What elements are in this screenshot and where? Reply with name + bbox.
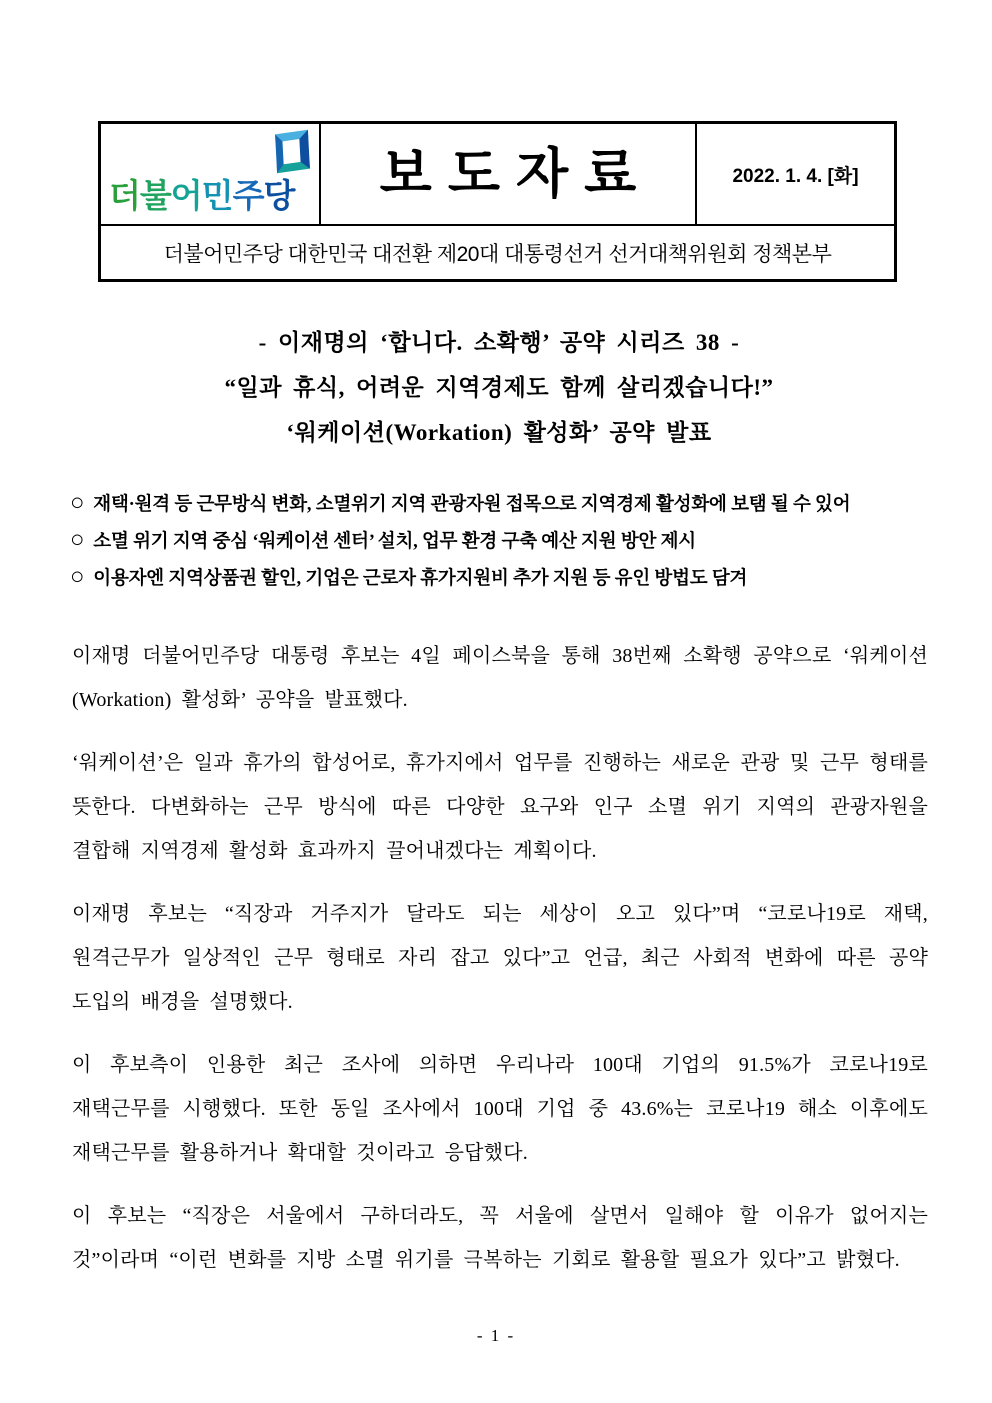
summary-bullet-text: 이용자엔 지역상품권 할인, 기업은 근로자 휴가지원비 추가 지원 등 유인 방법도 담겨 <box>93 569 748 589</box>
body-paragraph: ‘워케이션’은 일과 휴가의 합성어로, 휴가지에서 업무를 진행하는 새로운 관광 및 근무 형태를 뜻한다. 다변화하는 근무 방식에 따른 다양한 요구와 인구 소멸 위기 지역의 관광자원을 결합해 지역경제 활성화 효과까지 끌어내겠다는 계획이다. <box>72 752 928 862</box>
logo-char: 불 <box>139 177 171 214</box>
summary-bullet-text: 재택·원격 등 근무방식 변화, 소멸위기 지역 관광자원 접목으로 지역경제 활성화에 보탬 될 수 있어 <box>93 495 851 515</box>
headline-line-1: - 이재명의 ‘합니다. 소확행’ 공약 시리즈 38 - <box>258 330 740 355</box>
summary-bullet-item <box>70 523 932 560</box>
headline-line-2: “일과 휴식, 어려운 지역경제도 함께 살리겠습니다!” <box>224 375 774 400</box>
summary-bullet-text: 소멸 위기 지역 중심 ‘워케이션 센터’ 설치, 업무 환경 구축 예산 지원 방안 제시 <box>93 532 696 552</box>
body-paragraph: 이 후보는 “직장은 서울에서 구하더라도, 꼭 서울에 살면서 일해야 할 이유가 없어지는 것”이라며 “이런 변화를 지방 소멸 위기를 극복하는 기회로 활용할 필요가 있다”고 밝혔다. <box>72 1205 928 1271</box>
logo-char: 당 <box>263 177 295 214</box>
body-paragraph: 이재명 후보는 “직장과 거주지가 달라도 되는 세상이 오고 있다”며 “코로나19로 재택, 원격근무가 일상적인 근무 형태로 자리 잡고 있다”고 언급, 최근 사회적 변화에 따른 공약 도입의 배경을 설명했다. <box>72 903 928 1013</box>
summary-bullet-item <box>70 486 932 523</box>
logo-char: 주 <box>232 177 264 214</box>
headline-block <box>72 320 926 455</box>
header-top-row <box>101 124 894 226</box>
press-release-date-cell <box>697 124 894 224</box>
header-subtitle-row <box>101 226 894 279</box>
press-release-header-table <box>98 121 897 282</box>
press-release-title: 보도자료 <box>379 144 653 204</box>
body-paragraph: 이 후보측이 인용한 최근 조사에 의하면 우리나라 100대 기업의 91.5%가 코로나19로 재택근무를 시행했다. 또한 동일 조사에서 100대 기업 중 43.6%는 코로나19 해소 이후에도 재택근무를 활용하거나 확대할 것이라고 응답했다. <box>72 1054 928 1164</box>
circle-bullet-icon: ○ <box>70 490 85 516</box>
logo-char: 민 <box>201 177 233 214</box>
party-window-icon <box>275 130 310 174</box>
issuing-organization: 더불어민주당 대한민국 대전환 제20대 대통령선거 선거대책위원회 정책본부 <box>163 242 832 266</box>
press-release-date: 2022. 1. 4. [화] <box>732 165 859 187</box>
circle-bullet-icon: ○ <box>70 564 85 590</box>
press-release-title-cell <box>321 124 697 224</box>
logo-char: 더 <box>109 177 140 214</box>
body-paragraph: 이재명 더불어민주당 대통령 후보는 4일 페이스북을 통해 38번째 소확행 공약으로 ‘워케이션(Workation) 활성화’ 공약을 발표했다. <box>72 645 928 711</box>
party-logo-wordmark <box>109 179 294 212</box>
circle-bullet-icon: ○ <box>70 527 85 553</box>
logo-char: 어 <box>170 177 202 214</box>
summary-bullet-item <box>70 560 932 597</box>
summary-bullet-list <box>70 486 932 597</box>
article-body <box>72 634 928 1301</box>
party-logo-cell <box>101 124 321 224</box>
page-number: - 1 - <box>476 1326 516 1345</box>
headline-line-3: ‘워케이션(Workation) 활성화’ 공약 발표 <box>286 420 712 445</box>
